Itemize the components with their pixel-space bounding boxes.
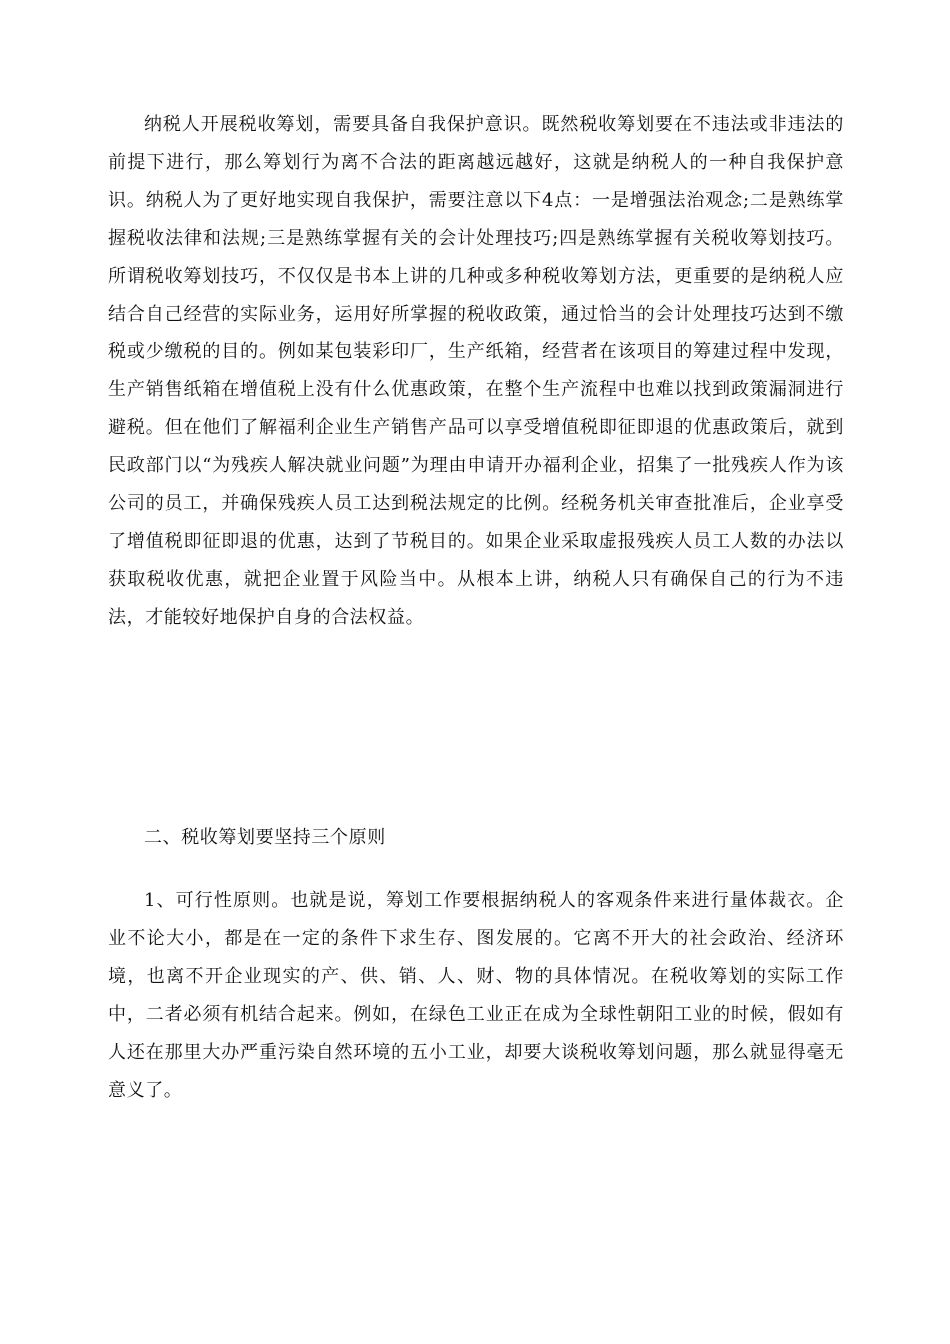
paragraph-feasibility-principle: 1、可行性原则。也就是说，筹划工作要根据纳税人的客观条件来进行量体裁衣。企业不论大小，都是在一定的条件下求生存、图发展的。它离不开大的社会政治、经济环境，也离不开企业现实的产、供、销、人、财、物的具体情况。在税收筹划的实际工作中，二者必须有机结合起来。例如，在绿色工业正在成为全球性朝阳工业的时候，假如有人还在那里大办严重污染自然环境的五小工业，却要大谈税收筹划问题，那么就显得毫无意义了。 — [108, 890, 844, 1101]
section-heading: 二、税收筹划要坚持三个原则 — [144, 827, 386, 848]
paragraph-self-protection: 纳税人开展税收筹划，需要具备自我保护意识。既然税收筹划要在不违法或非违法的前提下进行，那么筹划行为离不合法的距离越远越好，这就是纳税人的一种自我保护意识。纳税人为了更好地实现自我保护，需要注意以下4点：一是增强法治观念;二是熟练掌握税收法律和法规;三是熟练掌握有关的会计处理技巧;四是熟练掌握有关税收筹划技巧。所谓税收筹划技巧，不仅仅是书本上讲的几种或多种税收筹划方法，更重要的是纳税人应结合自己经营的实际业务，运用好所掌握的税收政策，通过恰当的会计处理技巧达到不缴税或少缴税的目的。例如某包装彩印厂，生产纸箱，经营者在该项目的筹建过程中发现，生产销售纸箱在增值税上没有什么优惠政策，在整个生产流程中也难以找到政策漏洞进行避税。但在他们了解福利企业生产销售产品可以享受增值税即征即退的优惠政策后，就到民政部门以“为残疾人解决就业问题”为理由申请开办福利企业，招集了一批残疾人作为该公司的员工，并确保残疾人员工达到税法规定的比例。经税务机关审查批准后，企业享受了增值税即征即退的优惠，达到了节税目的。如果企业采取虚报残疾人员工人数的办法以获取税收优惠，就把企业置于风险当中。从根本上讲，纳税人只有确保自己的行为不违法，才能较好地保护自身的合法权益。 — [108, 114, 844, 628]
